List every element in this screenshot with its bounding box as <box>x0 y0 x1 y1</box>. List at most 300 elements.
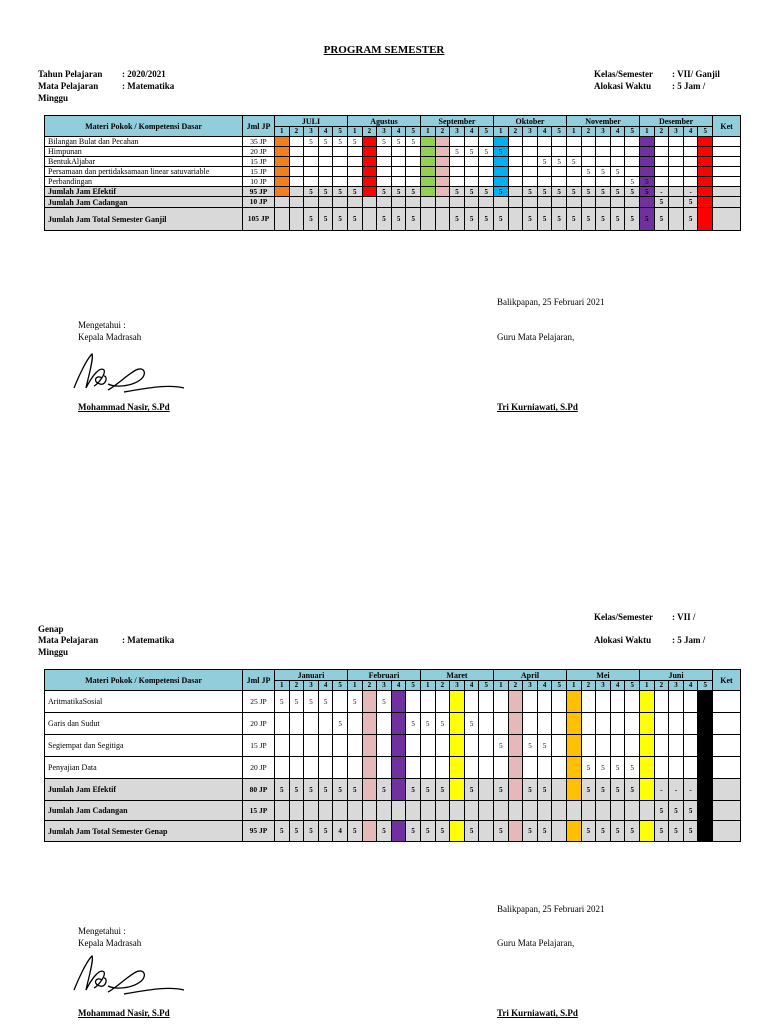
week-cell <box>464 157 479 167</box>
week-number: 3 <box>304 681 319 691</box>
month-header: April <box>494 670 567 681</box>
week-cell <box>435 757 450 779</box>
week-cell <box>406 691 421 713</box>
week-cell <box>581 197 596 208</box>
week-cell <box>275 137 290 147</box>
week-cell <box>362 187 377 197</box>
week-cell <box>610 157 625 167</box>
week-cell: 5 <box>333 187 348 197</box>
week-cell: 5 <box>289 691 304 713</box>
materi-cell: Jumlah Jam Total Semester Ganjil <box>45 208 243 231</box>
kelas-value: : VII / <box>672 612 696 622</box>
week-cell <box>421 197 436 208</box>
week-number: 3 <box>669 127 684 137</box>
week-cell: 5 <box>494 821 509 842</box>
week-cell <box>289 187 304 197</box>
ket-cell <box>713 821 741 842</box>
week-cell <box>275 801 290 821</box>
week-cell: 5 <box>304 691 319 713</box>
page-title: PROGRAM SEMESTER <box>323 44 445 56</box>
week-number: 2 <box>508 681 523 691</box>
week-cell <box>420 691 435 713</box>
week-cell <box>494 713 509 735</box>
week-cell <box>347 757 362 779</box>
week-cell <box>683 713 698 735</box>
tahun-label: Tahun Pelajaran <box>38 69 103 79</box>
week-cell <box>698 757 713 779</box>
week-cell <box>640 147 655 157</box>
mapel-label: Mata Pelajaran <box>38 81 99 91</box>
week-cell <box>464 691 479 713</box>
week-cell <box>640 691 655 713</box>
week-cell: 5 <box>493 187 508 197</box>
ket-cell <box>713 157 741 167</box>
week-cell <box>391 177 406 187</box>
week-cell: 5 <box>581 779 596 801</box>
week-cell <box>567 147 582 157</box>
week-cell <box>450 757 465 779</box>
week-cell <box>698 713 713 735</box>
col-header-jml: Jml JP <box>243 670 275 691</box>
week-cell <box>494 757 509 779</box>
week-cell <box>581 177 596 187</box>
week-number: 2 <box>581 127 596 137</box>
week-cell <box>347 147 362 157</box>
week-cell: 5 <box>537 187 552 197</box>
minggu-label: Minggu <box>38 647 69 657</box>
week-number: 4 <box>537 127 552 137</box>
week-number: 1 <box>567 127 582 137</box>
week-cell: 5 <box>596 187 611 197</box>
week-cell: 5 <box>464 713 479 735</box>
week-cell <box>698 177 713 187</box>
week-cell <box>479 821 494 842</box>
week-cell <box>420 801 435 821</box>
week-cell <box>347 713 362 735</box>
week-number: 2 <box>581 681 596 691</box>
week-cell <box>450 157 465 167</box>
week-cell <box>391 147 406 157</box>
week-cell <box>508 735 523 757</box>
col-header-jml: Jml JP <box>243 116 275 137</box>
week-cell <box>669 187 684 197</box>
week-cell <box>567 691 582 713</box>
week-cell: - <box>683 779 698 801</box>
week-cell <box>640 801 655 821</box>
week-cell <box>435 691 450 713</box>
week-cell: 5 <box>552 208 567 231</box>
week-cell: 5 <box>464 187 479 197</box>
week-cell: 5 <box>377 821 392 842</box>
week-cell <box>596 197 611 208</box>
minggu-label: Minggu <box>38 93 69 103</box>
week-cell <box>406 801 421 821</box>
week-cell <box>289 197 304 208</box>
ket-cell <box>713 757 741 779</box>
week-number: 5 <box>698 127 713 137</box>
week-cell <box>318 167 333 177</box>
week-number: 5 <box>406 127 421 137</box>
col-header-materi: Materi Pokok / Kompetensi Dasar <box>45 670 243 691</box>
week-number: 2 <box>435 127 450 137</box>
ket-cell <box>713 147 741 157</box>
week-cell <box>567 197 582 208</box>
week-cell: 5 <box>333 779 348 801</box>
week-cell <box>421 167 436 177</box>
week-cell: 5 <box>581 167 596 177</box>
week-cell <box>493 167 508 177</box>
week-cell <box>333 691 348 713</box>
week-cell <box>464 197 479 208</box>
semester-genap-table <box>44 669 741 842</box>
week-cell <box>391 779 406 801</box>
week-cell <box>581 735 596 757</box>
week-cell: 5 <box>523 779 538 801</box>
week-cell <box>567 801 582 821</box>
week-cell <box>581 157 596 167</box>
week-cell: 5 <box>318 137 333 147</box>
week-cell <box>450 735 465 757</box>
week-cell: 5 <box>494 779 509 801</box>
week-cell <box>552 757 567 779</box>
week-cell: 5 <box>493 147 508 157</box>
week-cell <box>406 157 421 167</box>
week-cell <box>479 177 494 187</box>
jml-cell: 20 JP <box>243 147 275 157</box>
week-cell <box>625 801 640 821</box>
mengetahui-label: Mengetahui : <box>78 320 126 330</box>
alokasi-value: : 5 Jam / <box>672 635 706 645</box>
materi-cell: Jumlah Jam Efektif <box>45 187 243 197</box>
table-row <box>45 691 741 713</box>
week-cell <box>537 147 552 157</box>
week-cell: 5 <box>640 187 655 197</box>
week-cell <box>493 197 508 208</box>
week-cell <box>508 779 523 801</box>
week-cell: 5 <box>610 779 625 801</box>
week-cell <box>391 821 406 842</box>
week-cell: 5 <box>347 208 362 231</box>
week-cell <box>640 779 655 801</box>
week-cell <box>625 137 640 147</box>
week-cell: 5 <box>275 779 290 801</box>
kepala-name: Mohammad Nasir, S.Pd <box>78 402 170 412</box>
week-cell: 5 <box>289 821 304 842</box>
week-cell <box>640 821 655 842</box>
week-cell <box>523 137 538 147</box>
week-number: 2 <box>289 127 304 137</box>
week-number: 4 <box>391 127 406 137</box>
week-cell <box>479 757 494 779</box>
week-cell <box>362 147 377 157</box>
jml-cell: 25 JP <box>243 691 275 713</box>
week-cell <box>523 691 538 713</box>
week-cell <box>333 735 348 757</box>
week-cell <box>347 157 362 167</box>
week-cell <box>304 757 319 779</box>
week-cell <box>494 801 509 821</box>
place-date: Balikpapan, 25 Februari 2021 <box>497 904 605 914</box>
week-cell: - <box>683 187 698 197</box>
week-cell: 5 <box>347 691 362 713</box>
week-cell <box>333 147 348 157</box>
week-cell <box>552 735 567 757</box>
week-cell <box>362 177 377 187</box>
week-cell <box>479 735 494 757</box>
week-cell <box>479 713 494 735</box>
week-cell <box>683 157 698 167</box>
materi-cell: Jumlah Jam Cadangan <box>45 801 243 821</box>
week-cell <box>669 147 684 157</box>
week-cell <box>567 167 582 177</box>
week-cell: 5 <box>318 187 333 197</box>
materi-cell: Perbandingan <box>45 177 243 187</box>
ket-cell <box>713 801 741 821</box>
week-cell <box>537 713 552 735</box>
week-cell <box>421 157 436 167</box>
week-cell <box>669 713 684 735</box>
week-number: 2 <box>654 681 669 691</box>
week-cell: 5 <box>275 691 290 713</box>
week-cell <box>304 735 319 757</box>
week-cell <box>523 157 538 167</box>
week-cell: 5 <box>537 821 552 842</box>
week-cell <box>508 147 523 157</box>
week-cell <box>654 713 669 735</box>
week-cell <box>552 137 567 147</box>
week-cell: 5 <box>567 187 582 197</box>
week-number: 2 <box>362 127 377 137</box>
week-cell <box>508 208 523 231</box>
week-number: 3 <box>669 681 684 691</box>
week-cell <box>391 713 406 735</box>
week-cell <box>450 167 465 177</box>
week-number: 3 <box>523 681 538 691</box>
week-number: 2 <box>362 681 377 691</box>
week-number: 5 <box>479 127 494 137</box>
week-cell <box>698 821 713 842</box>
week-cell <box>581 713 596 735</box>
week-cell <box>596 137 611 147</box>
table-row <box>45 147 741 157</box>
week-cell <box>347 177 362 187</box>
week-cell <box>640 197 655 208</box>
week-cell <box>508 137 523 147</box>
week-cell <box>508 187 523 197</box>
week-cell <box>537 197 552 208</box>
week-cell <box>493 177 508 187</box>
week-number: 4 <box>318 681 333 691</box>
week-cell <box>654 691 669 713</box>
week-cell <box>537 691 552 713</box>
week-cell: 5 <box>493 208 508 231</box>
week-cell <box>669 157 684 167</box>
week-cell: 5 <box>654 197 669 208</box>
week-number: 4 <box>464 127 479 137</box>
week-cell <box>450 801 465 821</box>
week-cell: 5 <box>625 177 640 187</box>
week-cell <box>479 779 494 801</box>
ket-cell <box>713 177 741 187</box>
week-cell <box>289 177 304 187</box>
mapel-label: Mata Pelajaran <box>38 635 99 645</box>
mapel-value: : Matematika <box>122 635 175 645</box>
week-cell: 5 <box>596 757 611 779</box>
month-header: Oktober <box>493 116 566 127</box>
week-cell: 5 <box>377 208 392 231</box>
week-cell: 5 <box>610 187 625 197</box>
week-cell: 5 <box>391 208 406 231</box>
week-cell: 5 <box>640 177 655 187</box>
week-cell: - <box>654 187 669 197</box>
week-cell <box>698 691 713 713</box>
week-cell <box>654 167 669 177</box>
week-cell: 5 <box>406 713 421 735</box>
week-cell <box>625 167 640 177</box>
week-cell: 5 <box>610 821 625 842</box>
ket-cell <box>713 167 741 177</box>
week-number: 5 <box>552 681 567 691</box>
week-cell <box>406 167 421 177</box>
table-row <box>45 157 741 167</box>
week-cell <box>377 147 392 157</box>
week-cell: 5 <box>537 779 552 801</box>
week-cell <box>362 821 377 842</box>
week-number: 1 <box>420 681 435 691</box>
week-cell <box>333 757 348 779</box>
kelas-value: : VII/ Ganjil <box>672 69 720 79</box>
week-cell: 5 <box>406 821 421 842</box>
week-cell <box>610 735 625 757</box>
week-number: 5 <box>406 681 421 691</box>
week-cell <box>683 735 698 757</box>
week-cell <box>625 147 640 157</box>
week-cell: 5 <box>304 779 319 801</box>
week-cell: - <box>669 779 684 801</box>
week-cell <box>640 137 655 147</box>
week-cell <box>669 757 684 779</box>
week-cell <box>523 801 538 821</box>
week-cell <box>698 157 713 167</box>
week-cell: 5 <box>640 208 655 231</box>
week-cell: 5 <box>683 801 698 821</box>
month-header: Februari <box>347 670 420 681</box>
jml-cell: 15 JP <box>243 157 275 167</box>
week-number: 5 <box>479 681 494 691</box>
week-cell: 5 <box>537 208 552 231</box>
week-cell <box>347 197 362 208</box>
week-cell <box>567 177 582 187</box>
guru-name: Tri Kurniawati, S.Pd <box>497 1008 578 1018</box>
week-cell <box>683 147 698 157</box>
week-cell <box>362 735 377 757</box>
week-cell <box>479 801 494 821</box>
week-cell: 5 <box>377 779 392 801</box>
week-cell <box>552 177 567 187</box>
week-cell: 5 <box>450 208 465 231</box>
jml-cell: 15 JP <box>243 801 275 821</box>
week-cell: 5 <box>318 821 333 842</box>
week-cell <box>275 208 290 231</box>
week-number: 4 <box>464 681 479 691</box>
week-cell <box>508 167 523 177</box>
summary-row <box>45 208 741 231</box>
week-cell <box>391 197 406 208</box>
summary-row <box>45 821 741 842</box>
month-header: Januari <box>275 670 348 681</box>
ket-cell <box>713 713 741 735</box>
week-cell: 5 <box>377 691 392 713</box>
week-cell <box>493 137 508 147</box>
jml-cell: 95 JP <box>243 821 275 842</box>
week-number: 4 <box>537 681 552 691</box>
materi-cell: Jumlah Jam Total Semester Genap <box>45 821 243 842</box>
week-cell <box>610 713 625 735</box>
week-cell <box>625 157 640 167</box>
week-cell <box>552 167 567 177</box>
week-cell <box>508 157 523 167</box>
week-cell <box>421 177 436 187</box>
genap-label: Genap <box>38 624 64 634</box>
table-row <box>45 137 741 147</box>
guru-label: Guru Mata Pelajaran, <box>497 938 575 948</box>
week-cell <box>567 137 582 147</box>
week-number: 2 <box>654 127 669 137</box>
month-header: September <box>421 116 494 127</box>
week-cell: 5 <box>479 208 494 231</box>
week-cell <box>596 713 611 735</box>
week-cell: 5 <box>683 821 698 842</box>
week-cell <box>406 177 421 187</box>
week-cell <box>406 757 421 779</box>
week-number: 5 <box>625 127 640 137</box>
materi-cell: Penyajian Data <box>45 757 243 779</box>
materi-cell: BentukAljabar <box>45 157 243 167</box>
summary-row <box>45 801 741 821</box>
week-cell <box>625 197 640 208</box>
week-number: 1 <box>275 681 290 691</box>
week-cell: 5 <box>683 208 698 231</box>
week-cell: 5 <box>494 735 509 757</box>
week-cell <box>698 147 713 157</box>
week-cell <box>610 137 625 147</box>
week-number: 4 <box>610 127 625 137</box>
week-number: 4 <box>391 681 406 691</box>
week-cell: 5 <box>304 208 319 231</box>
week-cell <box>669 197 684 208</box>
month-header: Agustus <box>347 116 420 127</box>
week-cell: 5 <box>625 187 640 197</box>
week-cell <box>289 735 304 757</box>
week-number: 1 <box>493 127 508 137</box>
week-cell: 5 <box>669 821 684 842</box>
week-number: 3 <box>596 127 611 137</box>
week-cell <box>304 167 319 177</box>
kepala-label: Kepala Madrasah <box>78 332 142 342</box>
kepala-label: Kepala Madrasah <box>78 938 142 948</box>
week-cell: 5 <box>406 779 421 801</box>
kelas-label: Kelas/Semester <box>594 69 653 79</box>
week-cell <box>479 167 494 177</box>
week-cell <box>362 713 377 735</box>
week-cell <box>567 821 582 842</box>
week-cell <box>683 177 698 187</box>
week-cell: 5 <box>625 779 640 801</box>
week-cell <box>654 157 669 167</box>
week-cell <box>275 167 290 177</box>
week-cell <box>567 779 582 801</box>
jml-cell: 20 JP <box>243 757 275 779</box>
